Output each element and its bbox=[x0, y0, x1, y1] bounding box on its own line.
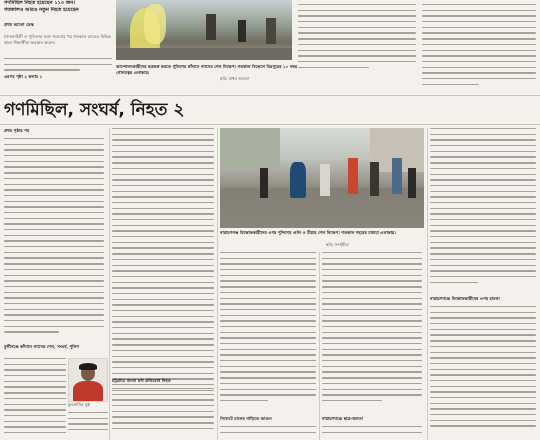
col1-runon: প্রথম পৃষ্ঠার পর bbox=[4, 128, 30, 133]
col4-body-a bbox=[322, 252, 422, 412]
top-col1-body bbox=[4, 58, 112, 72]
continued-label: এরপর পৃষ্ঠা ২ কলাম ১ bbox=[4, 74, 43, 79]
top-line-1: গণমিছিল নিহত হয়েছেন ১১৩ জন। bbox=[4, 0, 76, 6]
headline: গণমিছিল, সংঘর্ষ, নিহত ২ bbox=[4, 100, 185, 120]
col-rule-2 bbox=[217, 128, 218, 440]
main-photo bbox=[220, 128, 424, 228]
col4-subhead: নারায়ণগঞ্জে ছাত্র-জনতা bbox=[322, 416, 363, 421]
col5-body-b bbox=[430, 306, 536, 438]
top-col1-lead: সৈন্যবাহিনী ও পুলিশের সঙ্গে সংঘর্ষের পর গতকাল রাতেও বিভিন্ন স্থানে শিক্ষার্থীরা অবস্থান করেন। bbox=[4, 34, 111, 45]
col1-body-a bbox=[4, 138, 104, 338]
col2-subhead: চট্টগ্রামে বাংলা ঘন্ট প্রতিরোধ নিহত bbox=[112, 378, 171, 383]
col1-body-b bbox=[4, 358, 66, 438]
col5-body-a bbox=[430, 128, 536, 292]
col-rule-1 bbox=[109, 128, 110, 440]
main-photo-credit: ছবি: সংগৃহীত bbox=[326, 242, 349, 247]
top-right-body-a bbox=[298, 4, 416, 74]
col2-body-b bbox=[112, 388, 214, 438]
top-right-body-b bbox=[422, 4, 536, 88]
main-photo-caption: নারায়ণগঞ্জ বিক্ষোভকারীদের ওপর পুলিশের গুলি ও টিয়ার শেল নিক্ষেপ। গতকাল শহরের চাষাঢ়া এলাকায়। bbox=[220, 230, 396, 235]
headline-rule-bottom bbox=[0, 124, 540, 125]
top-section-label: প্রথম আলো ডেস্ক bbox=[4, 22, 34, 27]
col1-subhead: মুন্সীগঞ্জে কাঁদানে গ্যাসের শেল, সংঘর্ষ, পুলিশ bbox=[4, 344, 80, 349]
col3-subhead: সিলেটে চালের গাড়িতে আগুন bbox=[220, 416, 272, 421]
col3-body-a bbox=[220, 252, 316, 412]
col2-body-a bbox=[112, 128, 214, 404]
col3-body-b bbox=[220, 426, 316, 440]
top-photo-credit: ছবি: প্রথম আলো bbox=[220, 76, 250, 81]
col4-body-b bbox=[322, 426, 422, 440]
col1-body-c bbox=[68, 412, 108, 438]
top-line-2: গতকালও আরও নতুন নিহত হয়েছেন bbox=[4, 7, 79, 13]
portrait-photo bbox=[68, 358, 108, 402]
col-rule-3 bbox=[319, 252, 320, 440]
col-rule-4 bbox=[427, 128, 428, 440]
portrait-caption: মুনতাসির মুগ্ধ bbox=[68, 402, 91, 407]
headline-rule-top bbox=[0, 95, 540, 96]
col5-subhead: নারায়ণগঞ্জে বিক্ষোভকারীদের ওপর হামলা bbox=[430, 296, 500, 301]
top-photo-caption: আন্দোলনকারীদের ছত্রভঙ্গ করতে পুলিশের কাঁদানে গ্যাসের শেল নিক্ষেপ। গতকাল বিকেলে মিরপুরের ১০ নম্বর গোলচত্বর এলাকায়। bbox=[116, 64, 298, 75]
top-photo bbox=[116, 0, 292, 60]
